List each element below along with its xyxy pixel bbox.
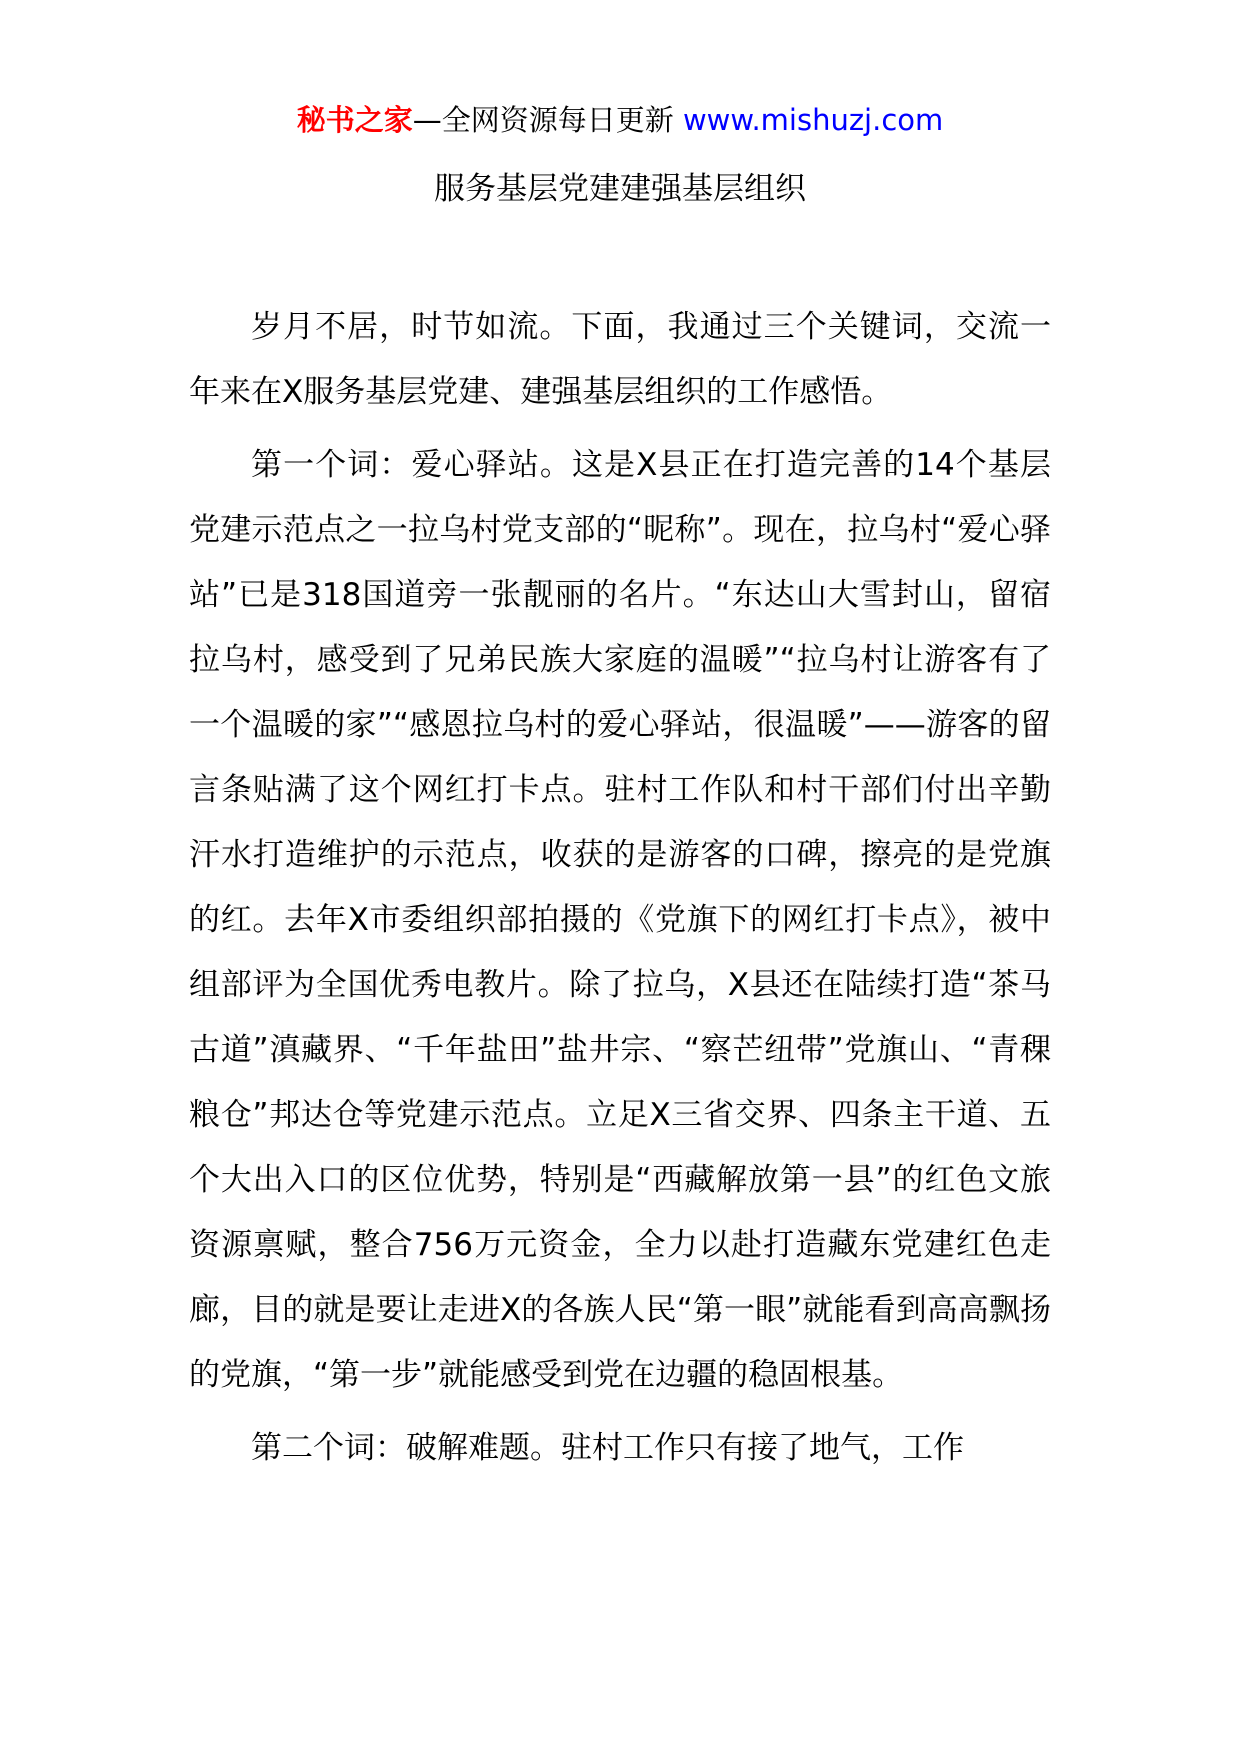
- document-title: 服务基层党建建强基层组织: [434, 171, 806, 207]
- paragraph-keyword-1: 第一个词：爱心驿站。这是X县正在打造完善的14个基层党建示范点之一拉乌村党支部的“昵称”。现在，拉乌村“爱心驿站”已是318国道旁一张靓丽的名片。“东达山大雪封山，留宿拉乌村，感受到了兄弟民族大家庭的温暖”“拉乌村让游客有了一个温暖的家”“感恩拉乌村的爱心驿站，很温暖”——游客的留言条贴满了这个网红打卡点。驻村工作队和村干部们付出辛勤汗水打造维护的示范点，收获的是游客的口碑，擦亮的是党旗的红。去年X市委组织部拍摄的《党旗下的网红打卡点》，被中组部评为全国优秀电教片。除了拉乌，X县还在陆续打造“茶马古道”滇藏界、“千年盐田”盐井宗、“察芒纽带”党旗山、“青稞粮仓”邦达仓等党建示范点。立足X三省交界、四条主干道、五个大出入口的区位优势，特别是“西藏解放第一县”的红色文旅资源禀赋，整合756万元资金，全力以赴打造藏东党建红色走廊，目的就是要让走进X的各族人民“第一眼”就能看到高高飘扬的党旗，“第一步”就能感受到党在边疆的稳固根基。: [189, 447, 1051, 1393]
- site-brand: 秘书之家: [296, 103, 413, 137]
- site-url-link[interactable]: www.mishuzj.com: [682, 103, 944, 137]
- paragraph-intro: 岁月不居，时节如流。下面，我通过三个关键词，交流一年来在X服务基层党建、建强基层组织的工作感悟。: [189, 309, 1051, 410]
- document-body: [189, 295, 1051, 1489]
- site-tagline: —全网资源每日更新: [412, 103, 683, 137]
- site-header: [0, 100, 1240, 140]
- paragraph-keyword-2: 第二个词：破解难题。驻村工作只有接了地气，工作: [251, 1430, 964, 1466]
